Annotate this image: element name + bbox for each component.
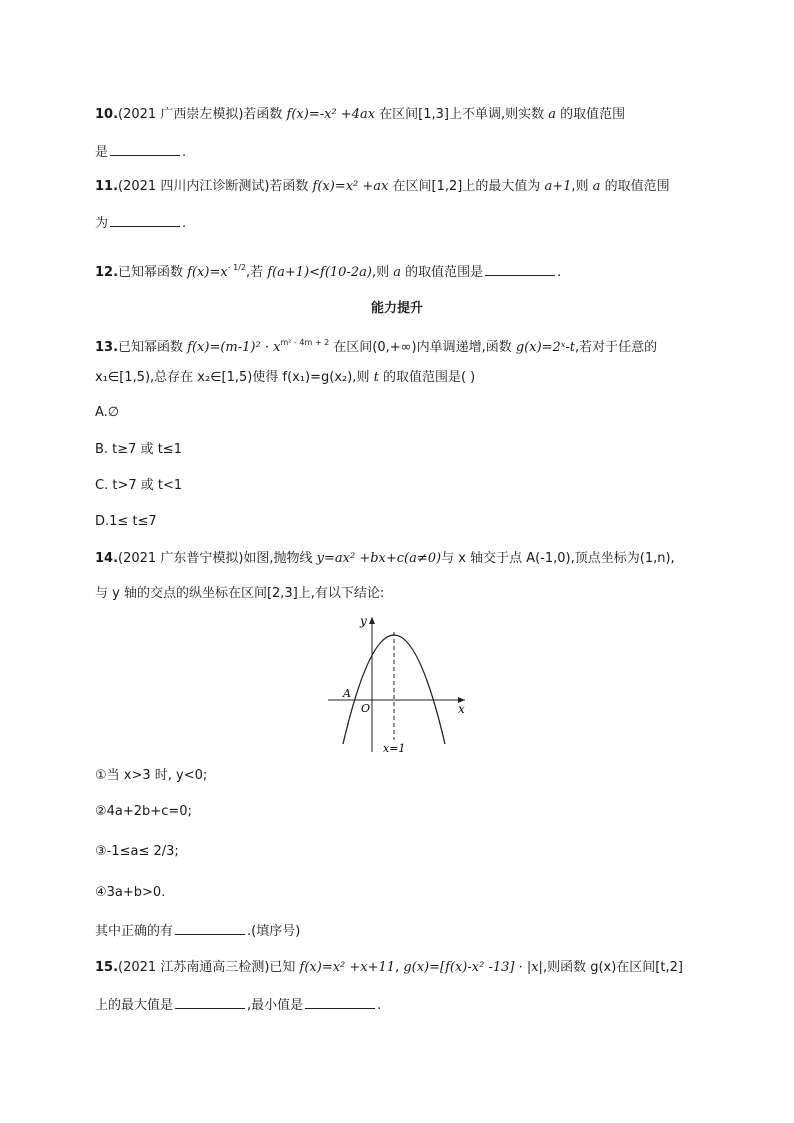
q10-variable: a — [548, 107, 557, 122]
q10-number: 10. — [95, 107, 119, 122]
q10-function: f(x)=-x² +4ax — [286, 107, 376, 122]
q13-text: ,若对于任意的 — [575, 340, 658, 355]
q14-answer-blank[interactable] — [175, 921, 245, 935]
q14-answer-line — [95, 921, 300, 941]
q11-text: 若函数 — [269, 179, 313, 194]
q14-line2: 与 y 轴的交点的纵坐标在区间[2,3]上,有以下结论: — [95, 586, 385, 601]
q13-exponent: m² - 4m + 2 — [280, 338, 330, 347]
q13-text: 的取值范围是( ) — [378, 370, 476, 385]
q12-exponent: - 1/2 — [227, 263, 246, 272]
q14-conclusion-4: ④3a+b>0. — [95, 885, 166, 900]
q10-text: 在区间[1,3]上不单调,则实数 — [375, 107, 549, 122]
q14-text: 其中正确的有 — [95, 924, 174, 939]
q12-text: 已知幂函数 — [118, 265, 188, 280]
q11-text: ,则 — [571, 179, 593, 194]
q13-option-a[interactable]: A.∅ — [95, 405, 120, 420]
q14-equation: y=ax² +bx+c(a≠0) — [316, 551, 442, 566]
y-label: y — [360, 614, 367, 628]
q12-text: . — [557, 265, 562, 280]
q12-text: 的取值范围是 — [400, 265, 484, 280]
q10-line2 — [95, 142, 186, 162]
q13-g-function: g(x)=2ˣ-t — [515, 340, 576, 355]
q10-text: . — [182, 145, 187, 160]
q13-option-c[interactable]: C. t>7 或 t<1 — [95, 478, 183, 493]
q14-text: 与 x 轴交于点 A(-1,0),顶点坐标为(1,n), — [441, 551, 675, 566]
q15-f-function: f(x)=x² +x+11 — [299, 960, 396, 975]
q15-text: ,最小值是 — [247, 998, 304, 1013]
q11-number: 11. — [95, 179, 119, 194]
q14-number: 14. — [95, 551, 119, 566]
q15-min-blank[interactable] — [305, 995, 375, 1009]
q15-source: (2021 江苏南通高三检测) — [118, 960, 270, 975]
point-a-label: A — [343, 687, 351, 700]
y-axis-arrow — [369, 617, 375, 624]
q12-answer-blank[interactable] — [485, 262, 555, 276]
q11-line2 — [95, 213, 186, 233]
q13-line1 — [95, 334, 657, 357]
q11-text: 为 — [95, 216, 109, 231]
q15-text: , — [395, 960, 404, 975]
q15-text: . — [377, 998, 382, 1013]
q15-text: ,则函数 g(x)在区间[t,2] — [542, 960, 683, 975]
q14-conclusion-3: ③-1≤a≤ 2/3; — [95, 844, 179, 859]
q13-line2 — [95, 369, 475, 387]
q15-line2 — [95, 995, 381, 1015]
q10-answer-blank[interactable] — [110, 142, 180, 156]
q13-option-d[interactable]: D.1≤ t≤7 — [95, 514, 157, 529]
q10-text: 的取值范围 — [556, 107, 626, 122]
q11-function: f(x)=x² +ax — [312, 179, 389, 194]
q12-text: ,若 — [246, 265, 268, 280]
q15-text: 已知 — [269, 960, 300, 975]
q13-variable: t — [373, 370, 379, 385]
q13-text: x₁∈[1,5),总存在 x₂∈[1,5)使得 f(x₁)=g(x₂),则 — [95, 370, 374, 385]
q12-line — [95, 259, 561, 282]
parabola-figure — [320, 612, 470, 757]
q12-text: ,则 — [371, 265, 394, 280]
q11-text: 在区间[1,2]上的最大值为 — [388, 179, 545, 194]
q13-option-b[interactable]: B. t≥7 或 t≤1 — [95, 442, 182, 457]
q13-function: f(x)=(m-1)² · x — [187, 340, 281, 355]
q15-g-function: g(x)=[f(x)-x² -13] · |x| — [403, 960, 543, 975]
q11-text: . — [182, 216, 187, 231]
q10-text: 是 — [95, 145, 109, 160]
q15-text: 上的最大值是 — [95, 998, 174, 1013]
q11-expression: a+1 — [544, 179, 572, 194]
q14-source: (2021 广东普宁模拟) — [118, 551, 244, 566]
q15-line1 — [95, 959, 683, 977]
axis-line-label: x=1 — [383, 742, 406, 755]
q15-max-blank[interactable] — [175, 995, 245, 1009]
q12-variable: a — [393, 265, 401, 280]
q11-variable: a — [592, 179, 601, 194]
q13-text: 已知幂函数 — [118, 340, 188, 355]
q14-text: .(填序号) — [247, 924, 301, 939]
q11-line1 — [95, 178, 670, 196]
q13-number: 13. — [95, 340, 119, 355]
q10-line1 — [95, 106, 625, 124]
q13-text: 在区间(0,+∞)内单调递增,函数 — [329, 340, 516, 355]
q14-text: 如图,抛物线 — [243, 551, 317, 566]
q15-number: 15. — [95, 960, 119, 975]
section-title: 能力提升 — [370, 301, 423, 316]
origin-label: O — [361, 702, 371, 715]
q10-text: 若函数 — [243, 107, 287, 122]
q14-line1 — [95, 550, 675, 568]
q14-conclusion-1: ①当 x>3 时, y<0; — [95, 768, 208, 783]
q11-text: 的取值范围 — [600, 179, 670, 194]
q14-conclusion-2: ②4a+2b+c=0; — [95, 804, 192, 819]
q11-answer-blank[interactable] — [110, 213, 180, 227]
q12-function: f(x)=x — [187, 265, 228, 280]
q12-number: 12. — [95, 265, 119, 280]
x-label: x — [458, 702, 465, 716]
q12-inequality: f(a+1)<f(10-2a) — [267, 265, 372, 280]
q10-source: (2021 广西崇左模拟) — [118, 107, 244, 122]
q11-source: (2021 四川内江诊断测试) — [118, 179, 270, 194]
